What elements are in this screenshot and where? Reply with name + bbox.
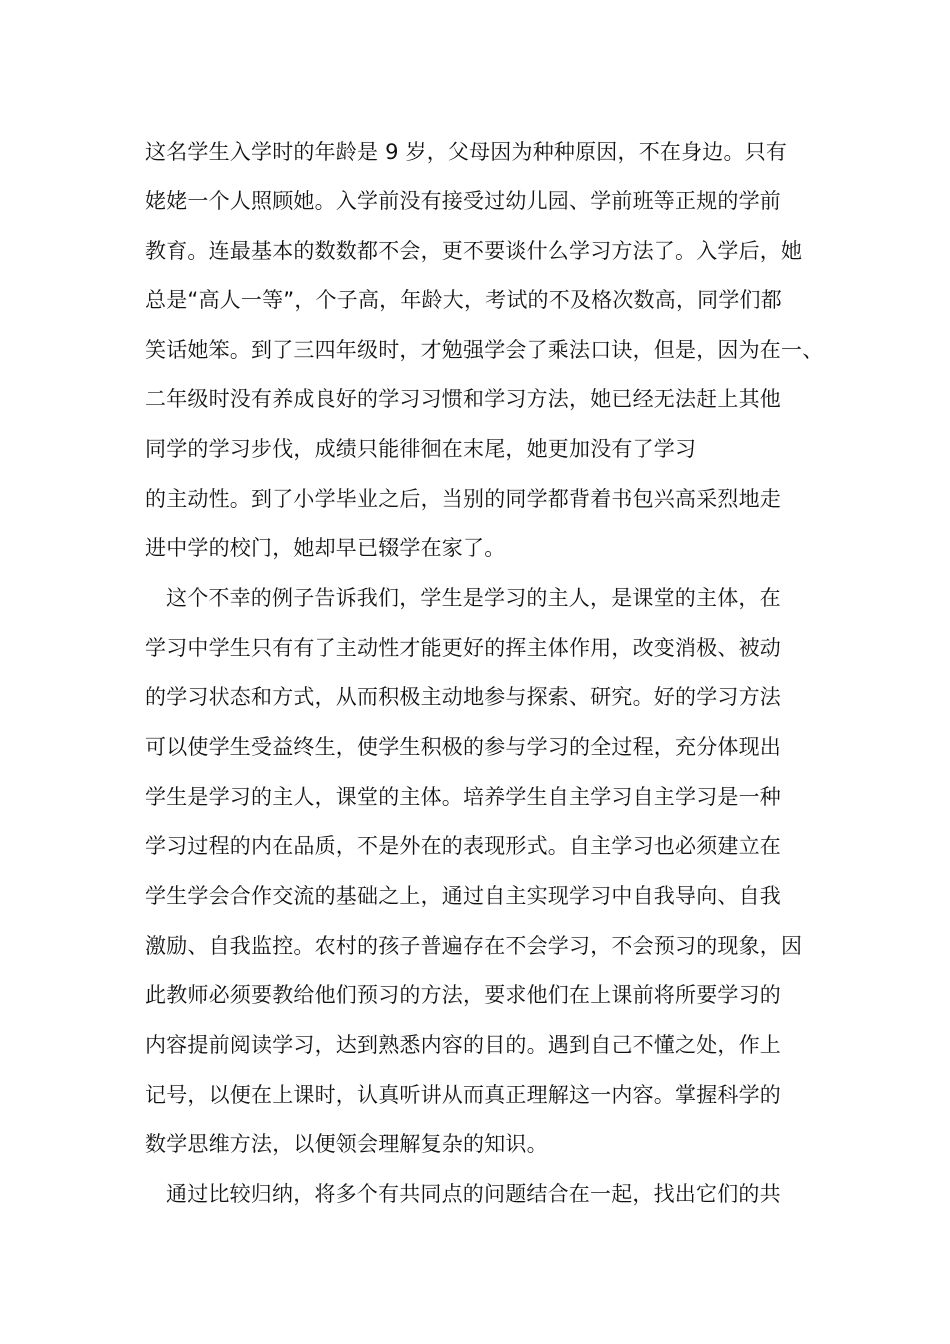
text-line: 总是“高人一等”，个子高，年龄大，考试的不及格次数高，同学们都 (145, 288, 782, 312)
text-line: 二年级时没有养成良好的学习习惯和学习方法，她已经无法赶上其他 (145, 387, 781, 411)
text-line: 的主动性。到了小学毕业之后，当别的同学都背着书包兴高采烈地走 (145, 487, 781, 511)
text-line: 的学习状态和方式，从而积极主动地参与探索、研究。好的学习方法 (145, 685, 781, 709)
text-line: 此教师必须要教给他们预习的方法，要求他们在上课前将所要学习的 (145, 983, 781, 1007)
text-line: 笑话她笨。到了三四年级时，才勉强学会了乘法口诀，但是，因为在一、 (145, 338, 824, 362)
text-line: 通过比较归纳，将多个有共同点的问题结合在一起，找出它们的共 (166, 1182, 781, 1206)
text-line: 进中学的校门，她却早已辍学在家了。 (145, 536, 506, 560)
text-line: 教育。连最基本的数数都不会，更不要谈什么学习方法了。入学后，她 (145, 239, 803, 263)
text-line: 学生学会合作交流的基础之上，通过自主实现学习中自我导向、自我 (145, 884, 781, 908)
text-line: 同学的学习步伐，成绩只能徘徊在末尾，她更加没有了学习 (145, 437, 697, 461)
text-line: 学生是学习的主人，课堂的主体。培养学生自主学习自主学习是一种 (145, 785, 781, 809)
text-line: 激励、自我监控。农村的孩子普遍存在不会学习，不会预习的现象，因 (145, 934, 803, 958)
text-line: 可以使学生受益终生，使学生积极的参与学习的全过程，充分体现出 (145, 735, 781, 759)
text-line: 姥姥一个人照顾她。入学前没有接受过幼儿园、学前班等正规的学前 (145, 189, 781, 213)
text-line: 这个不幸的例子告诉我们，学生是学习的主人，是课堂的主体，在 (166, 586, 781, 610)
text-line: 内容提前阅读学习，达到熟悉内容的目的。遇到自己不懂之处，作上 (145, 1033, 781, 1057)
text-line: 记号，以便在上课时，认真听讲从而真正理解这一内容。掌握科学的 (145, 1083, 781, 1107)
text-line: 数学思维方法，以便领会理解复杂的知识。 (145, 1132, 548, 1156)
text-line: 这名学生入学时的年龄是 9 岁，父母因为种种原因，不在身边。只有 (145, 140, 788, 164)
text-line: 学习过程的内在品质，不是外在的表现形式。自主学习也必须建立在 (145, 834, 781, 858)
text-line: 学习中学生只有有了主动性才能更好的挥主体作用，改变消极、被动 (145, 636, 781, 660)
